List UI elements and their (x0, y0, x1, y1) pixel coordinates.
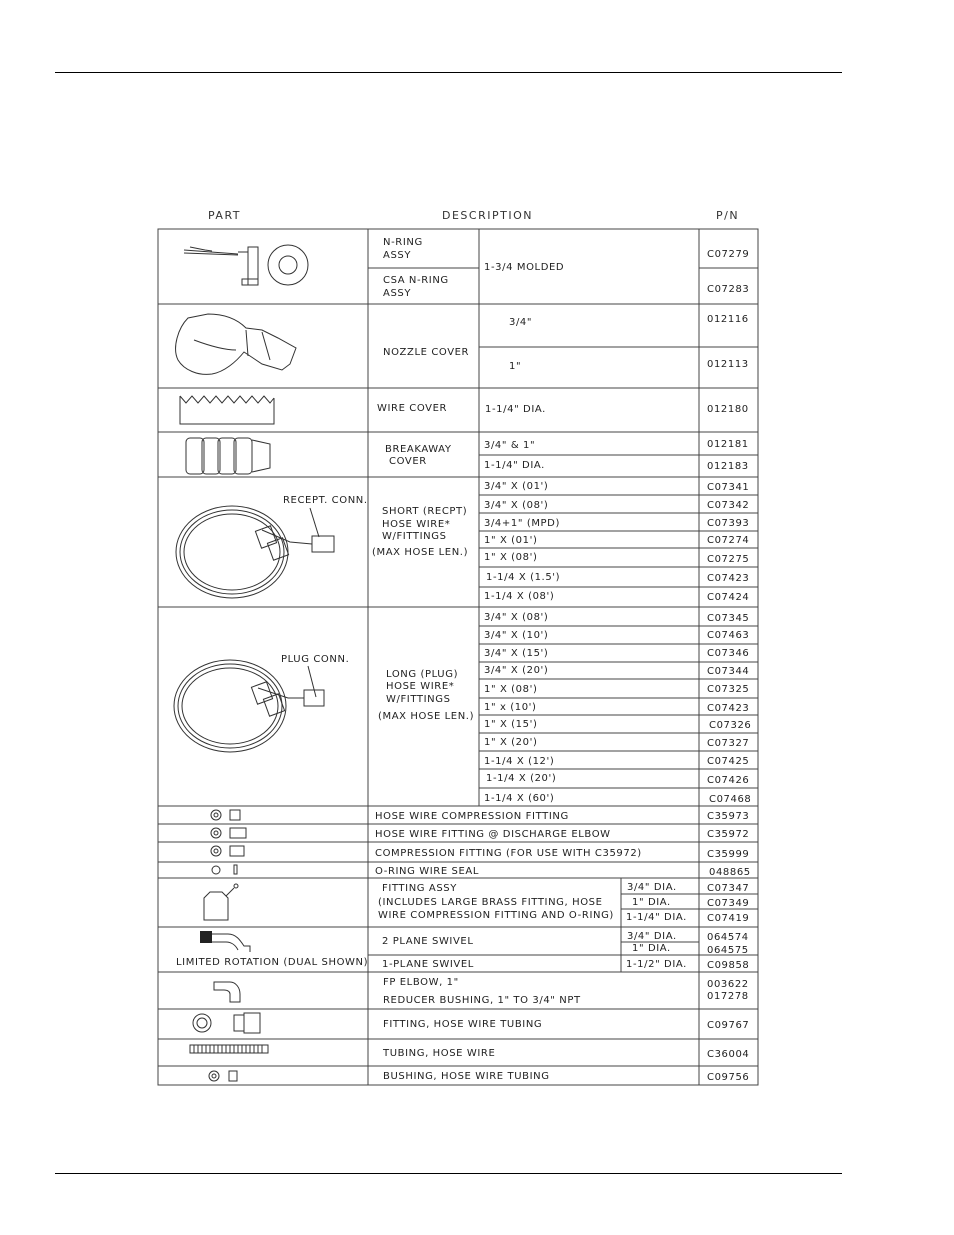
single-desc-4: O-RING WIRE SEAL (375, 866, 480, 877)
long-size-2: 3/4" X (10') (484, 630, 549, 641)
breakaway-size-1: 3/4" & 1" (484, 440, 536, 451)
long-pn-3: C07346 (707, 648, 750, 659)
fitting-assy-desc-line1: FITTING ASSY (382, 883, 457, 894)
short-pn-2: C07342 (707, 500, 750, 511)
long-size-10: 1-1/4 X (20') (486, 773, 557, 784)
reducer-bushing-desc: REDUCER BUSHING, 1" TO 3/4" NPT (383, 995, 581, 1006)
long-size-8: 1" X (20') (484, 737, 538, 748)
wire-cover-desc: WIRE COVER (377, 403, 448, 414)
breakaway-size-2: 1-1/4" DIA. (484, 460, 545, 471)
fitting-assy-pn-1: C07347 (707, 883, 750, 894)
tubing-bushing-icon (209, 1071, 237, 1081)
long-desc-line1: LONG (PLUG) (386, 669, 459, 680)
long-desc-line4: (MAX HOSE LEN.) (378, 711, 475, 722)
reducer-bushing-pn: 017278 (707, 991, 749, 1002)
short-size-6: 1-1/4 X (1.5') (486, 572, 561, 583)
single-desc-2: HOSE WIRE FITTING @ DISCHARGE ELBOW (375, 829, 611, 840)
compression-fitting-icon (211, 810, 240, 820)
single-pn-4: 048865 (709, 867, 751, 878)
tubing-pn: C36004 (707, 1049, 750, 1060)
long-pn-5: C07325 (707, 684, 750, 695)
fp-elbow-icon (214, 982, 240, 1002)
nring-desc-line1: N-RING (383, 237, 423, 248)
breakaway-desc-line2: COVER (389, 456, 427, 467)
long-size-3: 3/4" X (15') (484, 648, 549, 659)
header-description: DESCRIPTION (442, 209, 533, 222)
nring-desc-line2: ASSY (383, 250, 412, 261)
bushing-desc: BUSHING, HOSE WIRE TUBING (383, 1071, 550, 1082)
breakaway-pn-1: 012181 (707, 439, 749, 450)
short-desc-line1: SHORT (RECPT) (382, 506, 468, 517)
nozzle-size-2: 1" (509, 361, 522, 372)
single-pn-1: C35973 (707, 811, 750, 822)
fp-elbow-desc: FP ELBOW, 1" (383, 977, 459, 988)
nozzle-pn-2: 012113 (707, 359, 749, 370)
short-size-1: 3/4" X (01') (484, 481, 549, 492)
short-pn-1: C07341 (707, 482, 750, 493)
breakaway-pn-2: 012183 (707, 461, 749, 472)
csa-nring-pn: C07283 (707, 284, 750, 295)
o-ring-seal-icon (212, 865, 237, 874)
short-size-5: 1" X (08') (484, 552, 538, 563)
one-plane-pn: C09858 (707, 960, 750, 971)
two-plane-swivel-desc: 2 PLANE SWIVEL (382, 936, 474, 947)
long-desc-line2: HOSE WIRE* (386, 681, 455, 692)
short-desc-line2: HOSE WIRE* (382, 519, 451, 530)
fitting-assy-icon (204, 884, 238, 920)
tubing-fitting-pn: C09767 (707, 1020, 750, 1031)
long-pn-2: C07463 (707, 630, 750, 641)
long-size-6: 1" x (10') (484, 702, 537, 713)
nozzle-size-1: 3/4" (509, 317, 533, 328)
swivel-icon (200, 931, 250, 952)
short-pn-7: C07424 (707, 592, 750, 603)
long-size-4: 3/4" X (20') (484, 665, 549, 676)
nring-washer-icon (268, 245, 308, 285)
fitting-assy-pn-3: C07419 (707, 913, 750, 924)
long-pn-9: C07425 (707, 756, 750, 767)
long-hose-wire-coil-icon (174, 660, 324, 752)
two-plane-pn-2: 064575 (707, 945, 749, 956)
fitting-assy-desc-line3: WIRE COMPRESSION FITTING AND O-RING) (378, 910, 614, 921)
limited-rotation-callout: LIMITED ROTATION (DUAL SHOWN) (176, 957, 369, 968)
breakaway-cover-icon (186, 438, 270, 474)
fp-elbow-pn: 003622 (707, 979, 749, 990)
csa-nring-desc-line2: ASSY (383, 288, 412, 299)
discharge-elbow-fitting-icon (211, 828, 246, 838)
short-desc-line4: (MAX HOSE LEN.) (372, 547, 469, 558)
long-pn-8: C07327 (707, 738, 750, 749)
nring-pn: C07279 (707, 249, 750, 260)
fitting-assy-size-3: 1-1/4" DIA. (626, 912, 687, 923)
two-plane-pn-1: 064574 (707, 932, 749, 943)
short-size-3: 3/4+1" (MPD) (484, 518, 560, 529)
wire-cover-pn: 012180 (707, 404, 749, 415)
nozzle-pn-1: 012116 (707, 314, 749, 325)
short-hose-wire-coil-icon (176, 506, 334, 598)
long-size-9: 1-1/4 X (12') (484, 756, 555, 767)
tubing-desc: TUBING, HOSE WIRE (383, 1048, 496, 1059)
tubing-fitting-desc: FITTING, HOSE WIRE TUBING (383, 1019, 543, 1030)
fitting-assy-size-2: 1" DIA. (632, 897, 671, 908)
long-size-5: 1" X (08') (484, 684, 538, 695)
csa-nring-desc-line1: CSA N-RING (383, 275, 449, 286)
short-pn-4: C07274 (707, 535, 750, 546)
long-pn-11: C07468 (709, 794, 752, 805)
fitting-assy-pn-2: C07349 (707, 898, 750, 909)
single-desc-1: HOSE WIRE COMPRESSION FITTING (375, 811, 569, 822)
wire-cover-icon (180, 396, 274, 424)
long-pn-4: C07344 (707, 666, 750, 677)
single-desc-3: COMPRESSION FITTING (FOR USE WITH C35972) (375, 848, 642, 859)
long-size-1: 3/4" X (08') (484, 612, 549, 623)
wire-cover-size: 1-1/4" DIA. (485, 404, 546, 415)
single-pn-2: C35972 (707, 829, 750, 840)
long-pn-1: C07345 (707, 613, 750, 624)
one-plane-swivel-desc: 1-PLANE SWIVEL (382, 959, 474, 970)
short-desc-line3: W/FITTINGS (382, 531, 447, 542)
long-size-11: 1-1/4 X (60') (484, 793, 555, 804)
long-size-7: 1" X (15') (484, 719, 538, 730)
tubing-fitting-icon (193, 1013, 260, 1033)
fitting-assy-desc-line2: (INCLUDES LARGE BRASS FITTING, HOSE (378, 897, 603, 908)
nozzle-cover-desc: NOZZLE COVER (383, 347, 470, 358)
long-desc-line3: W/FITTINGS (386, 694, 451, 705)
two-plane-size-1: 3/4" DIA. (627, 931, 677, 942)
fitting-assy-size-1: 3/4" DIA. (627, 882, 677, 893)
header-part: PART (208, 209, 242, 222)
bushing-pn: C09756 (707, 1072, 750, 1083)
single-pn-3: C35999 (707, 849, 750, 860)
long-pn-7: C07326 (709, 720, 752, 731)
compression-fitting-c35972-icon (211, 846, 244, 856)
recept-conn-callout: RECEPT. CONN. (283, 495, 368, 506)
long-pn-6: C07423 (707, 703, 750, 714)
long-pn-10: C07426 (707, 775, 750, 786)
short-pn-6: C07423 (707, 573, 750, 584)
nring-size: 1-3/4 MOLDED (484, 262, 565, 273)
short-pn-5: C07275 (707, 554, 750, 565)
two-plane-size-2: 1" DIA. (632, 943, 671, 954)
short-size-4: 1" X (01') (484, 535, 538, 546)
nozzle-cover-icon (176, 314, 296, 374)
breakaway-desc-line1: BREAKAWAY (385, 444, 452, 455)
nring-wire-icon (184, 247, 258, 285)
one-plane-size: 1-1/2" DIA. (626, 959, 687, 970)
header-pn: P/N (716, 209, 740, 222)
short-pn-3: C07393 (707, 518, 750, 529)
plug-conn-callout: PLUG CONN. (281, 654, 350, 665)
hose-wire-tubing-icon (190, 1045, 268, 1053)
short-size-2: 3/4" X (08') (484, 500, 549, 511)
short-size-7: 1-1/4 X (08') (484, 591, 555, 602)
